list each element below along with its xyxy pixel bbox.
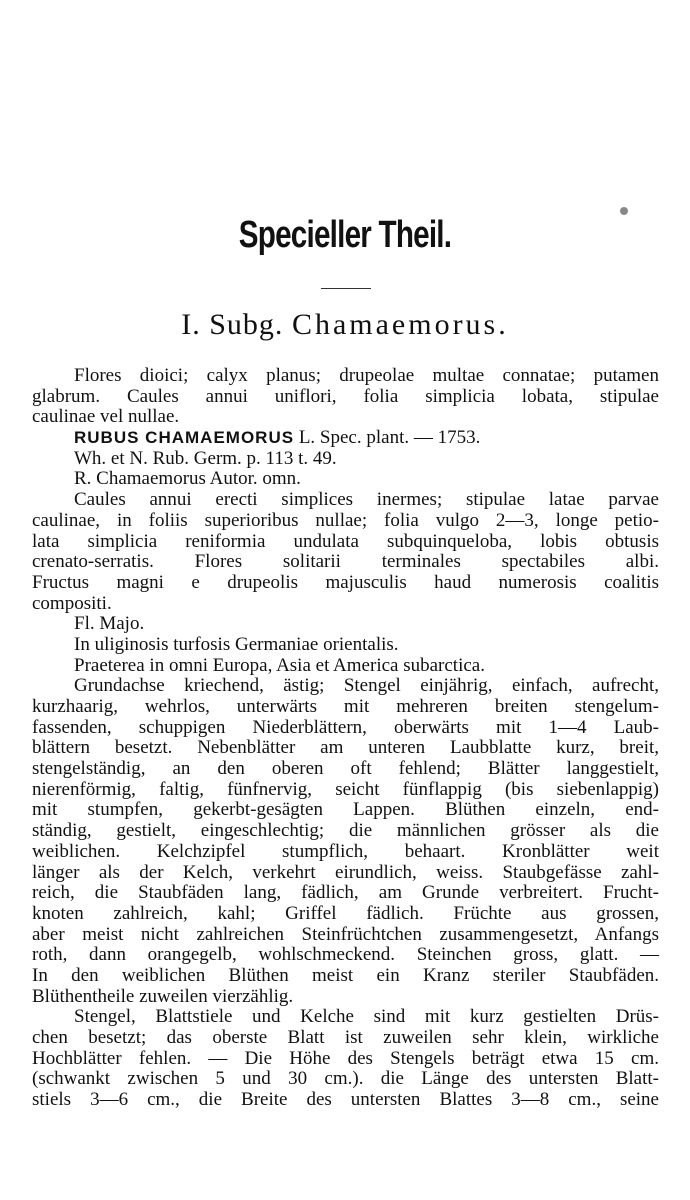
diagnosis-line: caulinae vel nullae.	[32, 406, 180, 428]
species-reference: Wh. et N. Rub. Germ. p. 113 t. 49.	[74, 447, 337, 469]
subgenus-name: Chamaemorus.	[291, 308, 509, 341]
latin-line: Caules annui erecti simplices inermes; stipulae latae parvae	[74, 489, 659, 511]
page-title: Specieller Theil.	[238, 214, 452, 256]
notes-line: Stengel, Blattstiele und Kelche sind mit kurz gestielten Drüs-	[74, 1006, 659, 1028]
subgenus-number: I. Subg.	[181, 308, 284, 341]
german-line: kurzhaarig, wehrlos, unterwärts mit mehreren breiten stengelum-	[32, 696, 659, 717]
german-line: Grundachse kriechend, ästig; Stengel einjährig, einfach, aufrecht,	[74, 675, 659, 697]
german-line: aber meist nicht zahlreichen Steinfrüchtchen zusammengesetzt, Anfangs	[32, 923, 659, 945]
german-line: stengelständig, an den oberen oft fehlend; Blätter langgestielt,	[32, 758, 659, 780]
latin-line: crenato-serratis. Flores solitarii terminales spectabiles albi.	[32, 551, 659, 573]
german-line: In den weiblichen Blüthen meist ein Kranz steriler Staubfäden.	[32, 964, 659, 986]
ink-spot	[620, 207, 628, 215]
notes-line: Hochblätter fehlen. — Die Höhe des Stengels beträgt etwa 15 cm.	[32, 1047, 659, 1069]
german-line: ständig, gestielt, eingeschlechtig; die männlichen grösser als die	[32, 820, 659, 842]
diagnosis-line: Flores dioici; calyx planus; drupeolae multae connatae; putamen	[74, 365, 659, 386]
german-line: knoten zahlreich, kahl; Griffel fädlich. Früchte aus grossen,	[32, 902, 659, 924]
habitat: In uliginosis turfosis Germaniae orientalis.	[74, 633, 399, 655]
diagnosis-line: glabrum. Caules annui uniflori, folia simplicia lobata, stipulae	[32, 385, 659, 407]
german-line: fassenden, schuppigen Niederblättern, oberwärts mit 1—4 Laub-	[32, 716, 659, 738]
german-line: länger als der Kelch, verkehrt eirundlich, weiss. Staubgefässe zahl-	[32, 861, 659, 883]
notes-line: (schwankt zwischen 5 und 30 cm.). die Länge des untersten Blatt-	[32, 1068, 659, 1090]
latin-line: lata simplicia reniformia undulata subquinqueloba, lobis obtusis	[32, 530, 659, 552]
subgenus-heading	[0, 308, 690, 342]
species-name: RUBUS CHAMAEMORUS	[74, 428, 295, 448]
german-line: reich, die Staubfäden lang, fädlich, am Grunde verbreitert. Frucht-	[32, 882, 659, 904]
notes-line: stiels 3—6 cm., die Breite des untersten Blattes 3—8 cm., seine	[32, 1089, 659, 1111]
notes-line: chen besetzt; das oberste Blatt ist zuweilen sehr klein, wirkliche	[32, 1027, 659, 1048]
species-synonym: R. Chamaemorus Autor. omn.	[74, 468, 301, 490]
species-line	[32, 428, 659, 449]
text-body	[32, 366, 659, 1111]
german-line: roth, dann orangegelb, wohlschmeckend. Steinchen gross, glatt. —	[32, 944, 659, 966]
german-line: weiblichen. Kelchzipfel stumpflich, behaart. Kronblätter weit	[32, 840, 659, 862]
distribution: Praeterea in omni Europa, Asia et America subarctica.	[74, 654, 485, 676]
latin-line: compositi.	[32, 592, 112, 614]
german-line: nierenförmig, faltig, fünfnervig, seicht fünflappig (bis siebenlappig)	[32, 778, 659, 800]
species-citation: L. Spec. plant. — 1753.	[294, 427, 481, 449]
flowering-time: Fl. Majo.	[74, 613, 145, 635]
latin-line: Fructus magni e drupeolis majusculis haud numerosis coalitis	[32, 571, 659, 593]
german-line: blättern besetzt. Nebenblätter am unteren Laubblatte kurz, breit,	[32, 737, 659, 759]
german-line: Blüthentheile zuweilen vierzählig.	[32, 985, 294, 1007]
latin-line: caulinae, in foliis superioribus nullae; folia vulgo 2—3, longe petio-	[32, 509, 659, 531]
german-line: mit stumpfen, gekerbt-gesägten Lappen. Blüthen einzeln, end-	[32, 799, 659, 821]
title-divider	[321, 288, 371, 289]
